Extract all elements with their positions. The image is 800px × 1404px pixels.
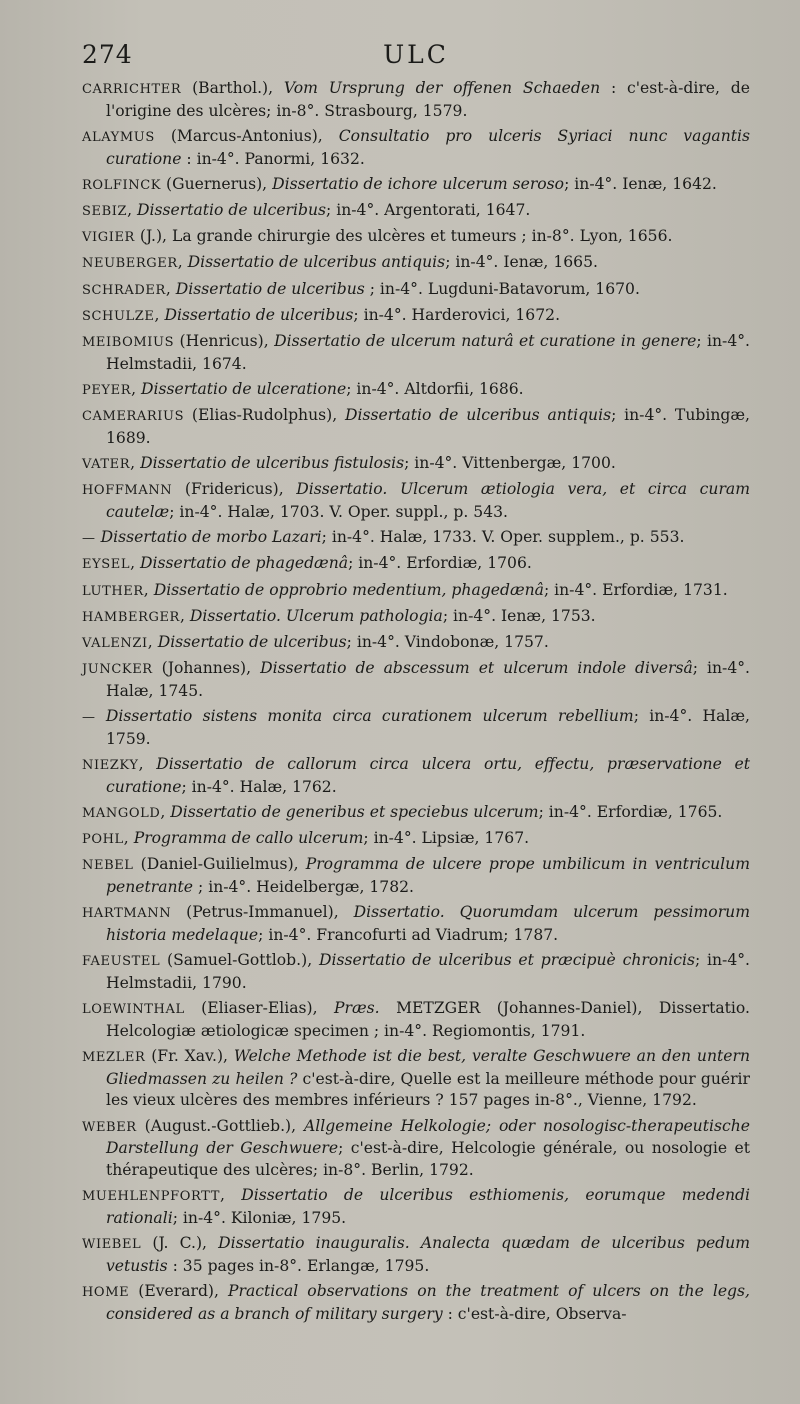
bibliography-entry (82, 453, 750, 476)
entry-title: Dissertatio. Ulcerum ætiologia vera, et circa curam cautelæ (106, 480, 750, 521)
entry-text: , (154, 305, 165, 324)
entry-author: NIEZKY (82, 757, 139, 773)
bibliography-entry (82, 1233, 750, 1277)
entry-text: , (123, 829, 134, 848)
bibliography-entry (82, 854, 750, 898)
entry-title: Practical observations on the treatment of ulcers on the legs, considered as a branch of military surgery (106, 1281, 750, 1323)
entry-text: , (127, 201, 138, 220)
entry-title: Dissertatio. Ulcerum pathologia (189, 606, 443, 625)
entry-author: VIGIER (82, 230, 135, 246)
entry-text (96, 707, 106, 725)
entry-text: , (130, 554, 141, 573)
entry-author: ROLFINCK (82, 177, 162, 193)
entry-text: , (165, 279, 176, 298)
entry-author: CAMERARIUS (82, 409, 185, 425)
entry-text: ; in-4°. Halæ, 1733. V. Oper. supplem., p. 553. (321, 528, 685, 547)
entry-title: Dissertatio de ulceribus antiquis (187, 253, 446, 272)
entry-text: c'est-à-dire, Quelle est la meilleure méthode pour guérir les vieux ulcères des membres inférieurs ? 157 pages in-8°., Vienne, 1792. (106, 1069, 750, 1110)
entry-text: (Fr. Xav.), (145, 1046, 234, 1065)
entry-title: Programma de ulcere prope umbilicum in ventriculum penetrante (106, 855, 750, 896)
entry-text: : c'est-à-dire, de l'origine des ulcères; in-8°. Strasbourg, 1579. (106, 79, 751, 120)
entry-author: LUTHER (82, 583, 144, 599)
entry-title: Dissertatio de morbo Lazari (100, 528, 322, 547)
bibliography-entry (82, 950, 750, 994)
bibliography-entry (82, 331, 750, 375)
entry-author: HARTMANN (82, 906, 172, 922)
entry-text: ; in-4°. Lugduni-Batavorum, 1670. (364, 279, 640, 298)
entry-author: POHL (82, 832, 124, 848)
entry-author: HOME (82, 1284, 130, 1300)
bibliography-entry (82, 527, 750, 550)
entry-text: ; in-4°. Erfordiæ, 1765. (538, 802, 723, 821)
entry-text: ; in-4°. Ienæ, 1753. (442, 606, 596, 625)
entry-text: METZGER (Johannes-Daniel), Dissertatio. Helcologiæ ætiologicæ specimen ; in-4°. Regiomontis, 1791. (106, 999, 750, 1040)
entry-text: ; in-4°. Lipsiæ, 1767. (363, 829, 530, 848)
entry-title: Welche Methode ist die best, veralte Geschwuere an den untern Gliedmassen zu heilen ? (106, 1046, 751, 1088)
entry-text: ; in-4°. Heidelbergæ, 1782. (193, 878, 415, 896)
bibliography-entry (82, 553, 750, 576)
entry-title: Dissertatio de ulceratione (141, 379, 347, 398)
entry-title: Dissertatio de ulceribus antiquis (345, 406, 612, 425)
entry-title: Dissertatio de generibus et speciebus ulcerum (170, 802, 539, 821)
entry-title: Vom Ursprung der offenen Schaeden (283, 79, 601, 97)
entry-author: LOEWINTHAL (82, 1002, 185, 1018)
bibliography-entry (82, 998, 750, 1042)
bibliography-entry (82, 479, 750, 523)
entry-title: Dissertatio de ulceribus (157, 632, 347, 651)
entry-text: (Barthol.), (181, 79, 284, 97)
entry-text: ; in-4°. Halæ, 1759. (106, 707, 750, 748)
entry-author: NEUBERGER (82, 256, 178, 272)
entry-text: : in-4°. Panormi, 1632. (181, 149, 365, 168)
entry-author: VALENZI (82, 635, 148, 651)
entry-text: , (138, 754, 157, 773)
entry-text: (Everard), (129, 1281, 229, 1300)
entry-title: Programma de callo ulcerum (133, 829, 364, 848)
entry-author: WIEBEL (82, 1237, 142, 1253)
entry-text: ; in-4°. Halæ, 1745. (106, 659, 751, 700)
entry-text: ; in-4°. Halæ, 1703. V. Oper. suppl., p. 543. (169, 502, 508, 521)
running-title: ULC (383, 40, 449, 69)
bibliography-entry (82, 405, 750, 449)
entry-text: : 35 pages in-8°. Erlangæ, 1795. (167, 1256, 430, 1275)
entry-text: , (160, 802, 171, 821)
bibliography-entry (82, 706, 750, 750)
entry-text: (Johannes), (152, 659, 261, 678)
entry-text: (August.-Gottlieb.), (136, 1116, 304, 1135)
entry-text: (J.), (134, 227, 172, 246)
entry-text: (Elias-Rudolphus), (184, 406, 345, 425)
entry-title: Allgemeine Helkologie; oder nosologisc-therapeutische Darstellung der Geschwuere (106, 1116, 750, 1158)
entry-title: Dissertatio sistens monita circa curationem ulcerum rebellium (105, 707, 634, 726)
entry-text: (Henricus), (174, 332, 275, 351)
page-number: 274 (82, 40, 133, 69)
entry-author: HOFFMANN (82, 483, 173, 499)
bibliography-entry (82, 1281, 750, 1325)
bibliography-entry (82, 902, 750, 946)
entry-text: ; in-4°. Erfordiæ, 1706. (348, 554, 532, 573)
entry-text: ; in-4°. Ienæ, 1642. (564, 174, 717, 193)
entry-text: , (131, 379, 142, 398)
bibliography-entry (82, 1116, 750, 1182)
entry-text: ; in-4°. Vindobonæ, 1757. (346, 632, 549, 651)
entry-title: Consultatio pro ulceris Syriaci nunc vagantis curatione (106, 126, 750, 168)
entry-author: MEIBOMIUS (82, 335, 175, 351)
entry-title: Dissertatio de abscessum et ulcerum indole diversâ (260, 659, 693, 678)
entry-title: Dissertatio de ulceribus fistulosis (140, 454, 405, 473)
entry-title: Dissertatio inauguralis. Analecta quædam de ulceribus pedum vetustis (106, 1234, 750, 1275)
bibliography-entry (82, 305, 750, 328)
entry-text: : c'est-à-dire, Observa- (442, 1304, 627, 1323)
bibliography-entry (82, 754, 750, 798)
bibliography-entry (82, 1046, 750, 1112)
entry-author: SEBIZ (82, 204, 128, 220)
entry-text: La grande chirurgie des ulcères et tumeurs ; in-8°. Lyon, 1656. (171, 227, 673, 246)
entry-title: Dissertatio de phagedænâ (140, 554, 349, 573)
entry-author: MEZLER (82, 1049, 146, 1065)
entry-author: MANGOLD (82, 805, 161, 821)
entry-author: NEBEL (82, 858, 134, 874)
bibliography-entry (82, 802, 750, 825)
entry-author: HAMBERGER (82, 609, 180, 625)
entry-author: — (82, 531, 96, 547)
entry-text: ; in-4°. Argentorati, 1647. (326, 201, 531, 220)
entry-title: Dissertatio. Quorumdam ulcerum pessimorum historia medelaque (106, 903, 750, 944)
entry-author: EYSEL (82, 557, 131, 573)
bibliography-entry (82, 174, 750, 197)
bibliography-list (82, 78, 750, 1325)
bibliography-entry (82, 226, 750, 249)
entry-text: ; in-4°. Harderovici, 1672. (353, 305, 561, 324)
entry-text: (Fridericus), (172, 480, 297, 499)
entry-text: ; in-4°. Helmstadii, 1674. (106, 332, 750, 373)
entry-text: , (219, 1186, 242, 1205)
entry-author: — (82, 710, 96, 726)
entry-author: FAEUSTEL (82, 954, 161, 970)
bibliography-entry (82, 379, 750, 402)
entry-title: Dissertatio de opprobrio medentium, phagedænâ (153, 580, 544, 599)
entry-title: Dissertatio de ulceribus esthiomenis, eorumque medendi rationali (106, 1186, 750, 1227)
entry-title: Præs. (334, 999, 380, 1018)
entry-title: Dissertatio de ulceribus (164, 305, 354, 324)
entry-author: JUNCKER (82, 662, 153, 678)
bibliography-entry (82, 658, 750, 702)
bibliography-entry (82, 632, 750, 655)
entry-text: , (143, 580, 154, 599)
entry-text: (Marcus-Antonius), (154, 126, 339, 145)
entry-text: ; in-4°. Altdorfii, 1686. (346, 379, 524, 398)
entry-text: ; in-4°. Halæ, 1762. (181, 777, 337, 796)
entry-title: Dissertatio de ulceribus et præcipuè chronicis (318, 951, 695, 970)
entry-author: SCHULZE (82, 308, 155, 324)
entry-text: ; in-4°. Ienæ, 1665. (445, 253, 598, 272)
entry-title: Dissertatio de ulcerum naturâ et curatione in genere (274, 332, 697, 351)
entry-author: WEBER (82, 1119, 137, 1135)
entry-text: , (177, 253, 188, 272)
bibliography-entry (82, 126, 750, 170)
entry-author: ALAYMUS (82, 129, 155, 145)
entry-text: (Petrus-Immanuel), (171, 903, 354, 922)
entry-text: (Eliaser-Elias), (184, 999, 335, 1018)
entry-text: ; c'est-à-dire, Helcologie générale, ou nosologie et thérapeutique des ulcères; in-8°. Berlin, 1792. (106, 1139, 750, 1179)
entry-text: ; in-4°. Tubingæ, 1689. (106, 406, 750, 447)
entry-text: (Daniel-Guilielmus), (133, 855, 306, 874)
bibliography-entry (82, 1185, 750, 1229)
entry-text: ; in-4°. Erfordiæ, 1731. (543, 580, 728, 599)
entry-text: (Guernerus), (161, 174, 273, 193)
entry-text: ; in-4°. Francofurti ad Viadrum; 1787. (258, 925, 559, 944)
entry-author: PEYER (82, 382, 132, 398)
entry-text: (J. C.), (141, 1234, 219, 1253)
entry-text: ; in-4°. Helmstadii, 1790. (106, 951, 750, 992)
entry-title: Dissertatio de ulceribus (175, 279, 365, 298)
bibliography-entry (82, 252, 750, 275)
bibliography-entry (82, 828, 750, 851)
entry-text: ; in-4°. Vittenbergæ, 1700. (404, 454, 616, 473)
entry-author: VATER (82, 457, 131, 473)
entry-text: , (179, 606, 190, 625)
bibliography-entry (82, 606, 750, 629)
bibliography-entry (82, 279, 750, 302)
bibliography-entry (82, 200, 750, 223)
entry-title: Dissertatio de ulceribus (137, 201, 327, 220)
entry-author: CARRICHTER (82, 82, 182, 97)
entry-author: SCHRADER (82, 282, 166, 298)
entry-text: ; in-4°. Kiloniæ, 1795. (172, 1208, 347, 1227)
entry-text: (Samuel-Gottlob.), (160, 951, 319, 970)
bibliography-entry (82, 78, 750, 122)
entry-author: MUEHLENPFORTT (82, 1189, 220, 1205)
running-head (82, 40, 750, 76)
bibliography-entry (82, 580, 750, 603)
entry-title: Dissertatio de ichore ulcerum seroso (272, 174, 565, 193)
entry-text: , (147, 632, 158, 651)
entry-title: Dissertatio de callorum circa ulcera ortu, effectu, præservatione et curatione (106, 754, 751, 796)
entry-text: , (130, 454, 141, 473)
